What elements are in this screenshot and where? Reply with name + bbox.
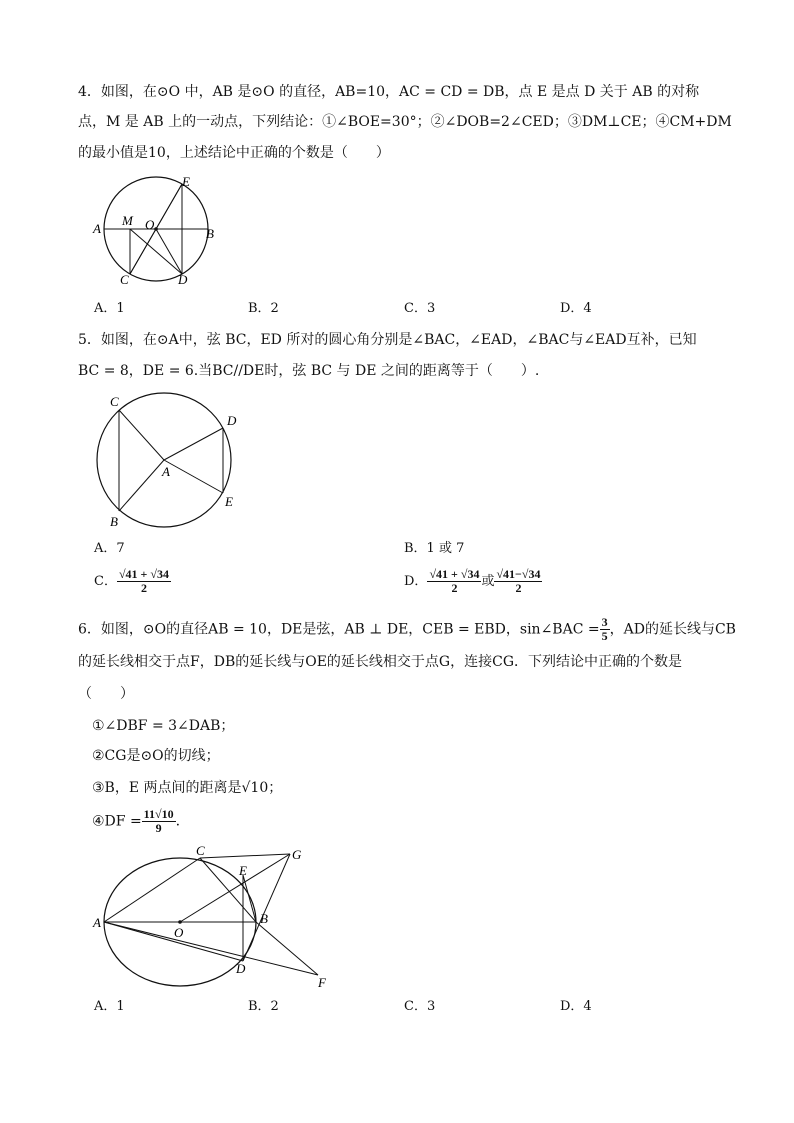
q6-option-d: D．4 (560, 999, 592, 1014)
q4-label-D: D (178, 272, 188, 287)
q6-line3: （ ） (78, 686, 134, 702)
q5-line1: 5．如图，在⊙A中，弦 BC，ED 所对的圆心角分别是∠BAC，∠EAD，∠BAC与∠EAD互补，已知 (78, 332, 697, 348)
q5-option-c-den: 2 (140, 581, 147, 595)
q6-label-C: C (196, 845, 205, 858)
q6-sin-den: 5 (601, 629, 608, 643)
q6-df-num: 11√10 (143, 807, 174, 821)
q6-label-O: O (174, 925, 184, 940)
q5-label-B: B (110, 514, 118, 529)
q4-label-M: M (122, 213, 133, 228)
q5-option-d-fraction2 (494, 568, 542, 595)
q5-figure (92, 390, 252, 532)
q5-label-C: C (110, 394, 119, 409)
q5-option-d (404, 568, 542, 595)
q5-option-c (94, 568, 171, 595)
q5-option-d-num2: √41−√34 (496, 567, 541, 581)
q4-figure (90, 172, 230, 290)
q5-option-b: B．1 或 7 (404, 541, 465, 556)
q6-figure (90, 845, 340, 993)
q6-statement-4 (92, 808, 180, 835)
q5-option-c-fraction (117, 568, 171, 595)
q4-option-d: D．4 (560, 301, 592, 316)
q6-statement-3: ③B，E 两点间的距离是√10； (92, 780, 283, 796)
q6-label-A: A (93, 915, 101, 930)
q4-option-a: A．1 (94, 301, 125, 316)
q6-statement-4-tail: . (175, 813, 181, 830)
q6-line1-text: 6．如图，⊙O的直径AB = 10，DE是弦，AB ⊥ DE，CEB = EBD，sin∠BAC = (78, 621, 600, 638)
q6-df-fraction (142, 808, 176, 835)
q5-option-d-den2: 2 (515, 581, 522, 595)
q6-label-E: E (239, 863, 247, 878)
q4-line1: 4．如图，在⊙O 中，AB 是⊙O 的直径，AB=10，AC = CD = DB，点 E 是点 D 关于 AB 的对称 (78, 84, 700, 100)
q6-option-b: B．2 (248, 999, 279, 1014)
q5-option-d-prefix: D． (404, 574, 428, 589)
q5-option-d-den1: 2 (451, 581, 458, 595)
q4-label-B: B (206, 226, 214, 241)
q6-statement-1: ①∠DBF = 3∠DAB； (92, 718, 235, 734)
q6-line2: 的延长线相交于点F，DB的延长线与OE的延长线相交于点G，连接CG．下列结论中正确的个数是 (78, 654, 683, 670)
q5-option-c-num: √41 + √34 (118, 567, 169, 581)
q6-label-G: G (292, 847, 302, 862)
q4-label-A: A (93, 221, 101, 236)
q5-option-d-or: 或 (481, 574, 495, 589)
q4-label-O: O (145, 217, 155, 232)
q6-statement-4-prefix: ④DF = (92, 813, 142, 830)
q4-option-b: B．2 (248, 301, 279, 316)
q4-option-c: C．3 (404, 301, 436, 316)
q5-option-c-prefix: C． (94, 574, 117, 589)
q4-label-C: C (120, 272, 129, 287)
q6-statement-2: ②CG是⊙O的切线； (92, 748, 220, 764)
q6-line1 (78, 616, 736, 643)
q4-line3: 的最小值是10，上述结论中正确的个数是（ ） (78, 145, 390, 161)
q5-line2: BC = 8，DE = 6.当BC//DE时，弦 BC 与 DE 之间的距离等于（ ）. (78, 363, 540, 379)
q5-option-d-fraction1 (427, 568, 481, 595)
q6-df-den: 9 (155, 821, 162, 835)
q5-option-d-num1: √41 + √34 (429, 567, 480, 581)
q6-label-D: D (236, 961, 246, 976)
q4-line2: 点，M 是 AB 上的一动点，下列结论：①∠BOE=30°；②∠DOB=2∠CED；③DM⊥CE；④CM+DM (78, 114, 732, 130)
q5-label-E: E (225, 494, 233, 509)
q6-sin-fraction (600, 616, 610, 643)
q4-label-E: E (182, 174, 190, 189)
q6-sin-num: 3 (601, 615, 608, 629)
q6-option-c: C．3 (404, 999, 436, 1014)
q6-line1-tail: ，AD的延长线与CB (609, 621, 736, 638)
q6-label-F: F (318, 975, 326, 990)
q5-label-D: D (227, 413, 237, 428)
q6-label-B: B (260, 911, 268, 926)
q5-option-a: A．7 (94, 541, 125, 556)
q6-option-a: A．1 (94, 999, 125, 1014)
q5-label-A: A (162, 464, 170, 479)
